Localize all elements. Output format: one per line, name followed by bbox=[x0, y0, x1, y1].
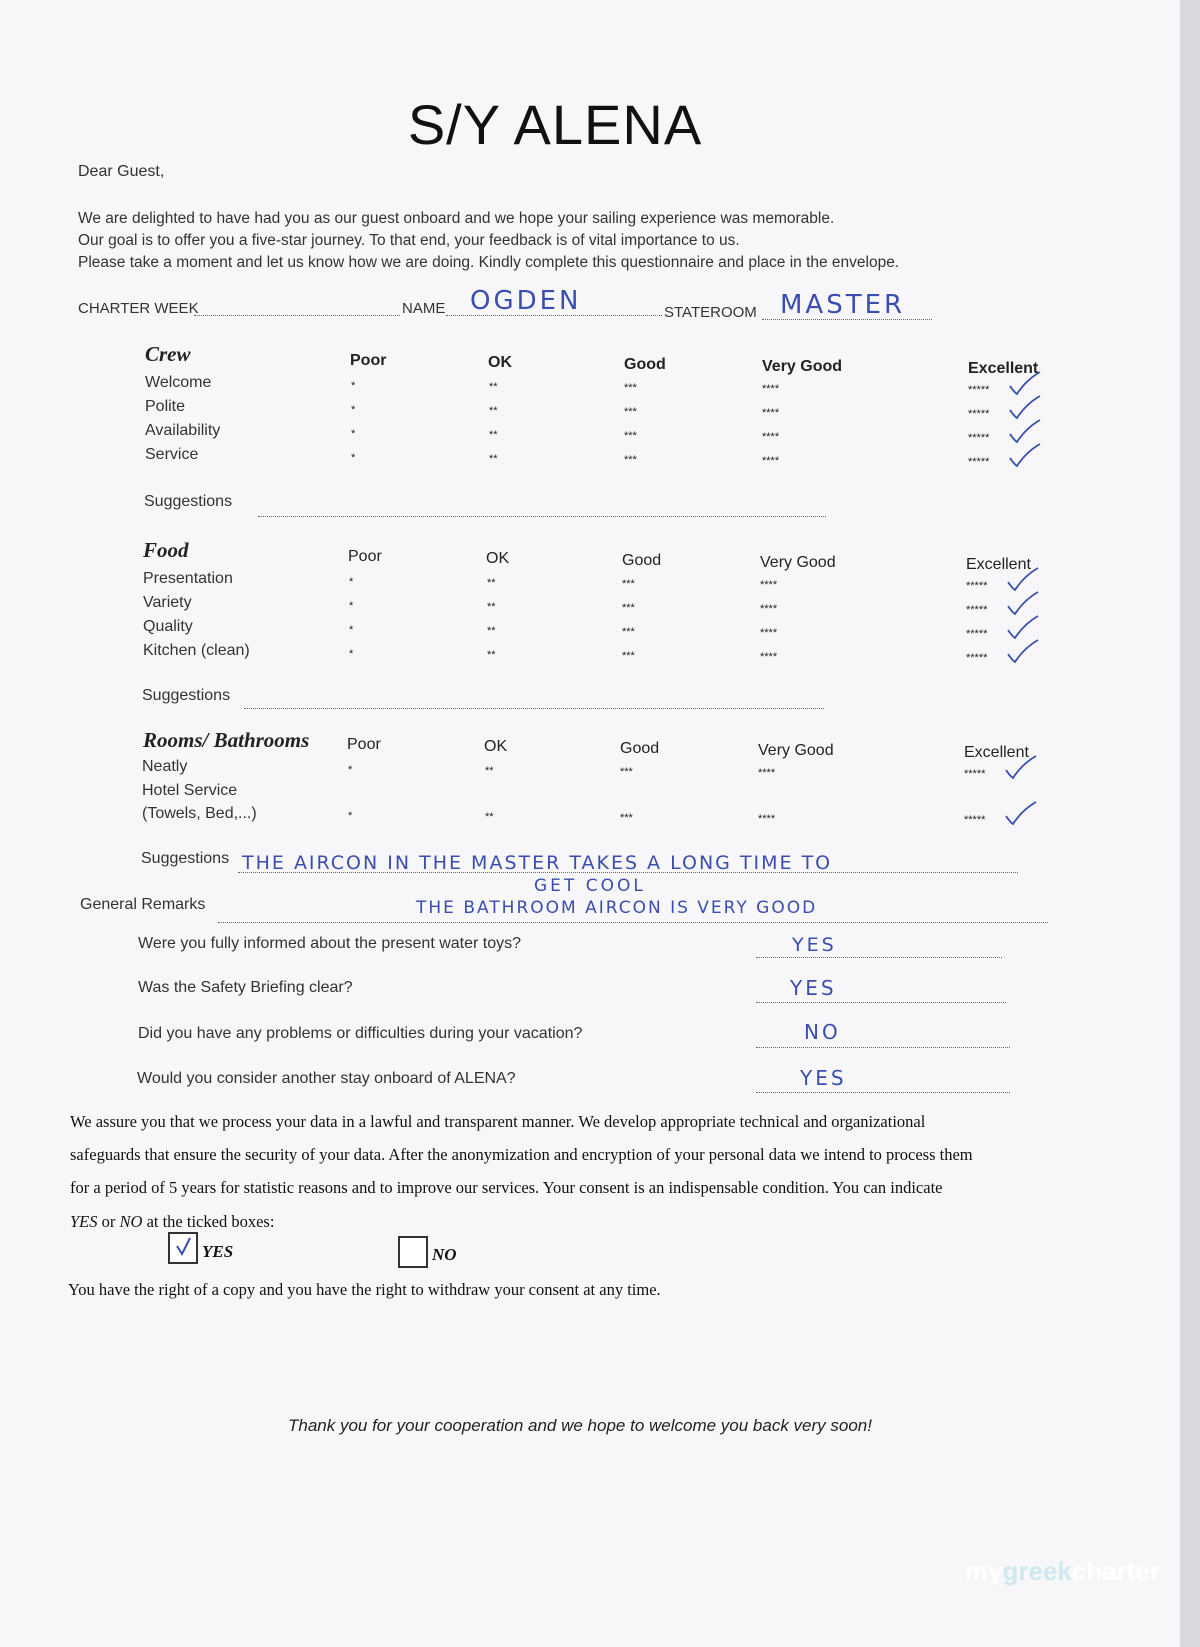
consent-no-checkbox[interactable] bbox=[398, 1236, 428, 1268]
crew-row-polite: Polite bbox=[145, 398, 186, 415]
privacy-or-word: or bbox=[97, 1212, 120, 1231]
watermark-greek: greek bbox=[1002, 1556, 1072, 1586]
answer-line-another-stay[interactable] bbox=[756, 1092, 1010, 1093]
crew-rating-1-star[interactable]: * bbox=[351, 404, 356, 416]
privacy-rights: You have the right of a copy and you have the right to withdraw your consent at any time. bbox=[68, 1280, 661, 1299]
rooms-suggestion-value[interactable]: THE AIRCON IN THE MASTER TAKES A LONG TIME TO bbox=[242, 852, 833, 874]
check-icon bbox=[170, 1234, 196, 1262]
crew-rating-5-star[interactable]: ***** bbox=[968, 456, 990, 468]
question-safety-briefing: Was the Safety Briefing clear? bbox=[138, 979, 353, 996]
food-rating-1-star[interactable]: * bbox=[349, 624, 354, 636]
food-rating-3-star[interactable]: *** bbox=[622, 650, 635, 662]
crew-rating-1-star[interactable]: * bbox=[351, 380, 356, 392]
food-col-good: Good bbox=[622, 552, 662, 569]
intro-line-3: Please take a moment and let us know how we are doing. Kindly complete this questionnaire and place in the envelope. bbox=[78, 254, 900, 271]
food-excellent-check-icon bbox=[1006, 638, 1040, 666]
privacy-no-word: NO bbox=[119, 1212, 143, 1231]
rooms-rating-4-star[interactable]: **** bbox=[758, 767, 776, 779]
name-value[interactable]: OGDEN bbox=[470, 286, 582, 316]
rooms-col-poor: Poor bbox=[347, 736, 381, 753]
crew-rating-3-star[interactable]: *** bbox=[624, 454, 637, 466]
food-rating-5-star[interactable]: ***** bbox=[966, 604, 988, 616]
rooms-heading: Rooms/ Bathrooms bbox=[143, 728, 310, 752]
food-rating-4-star[interactable]: **** bbox=[760, 627, 778, 639]
food-rating-3-star[interactable]: *** bbox=[622, 602, 635, 614]
rooms-row-towels: (Towels, Bed,...) bbox=[142, 805, 257, 822]
food-col-ok: OK bbox=[486, 550, 510, 567]
crew-rating-3-star[interactable]: *** bbox=[624, 430, 637, 442]
crew-rating-4-star[interactable]: **** bbox=[762, 431, 780, 443]
food-row-variety: Variety bbox=[143, 594, 192, 611]
food-rating-1-star[interactable]: * bbox=[349, 576, 354, 588]
food-rating-3-star[interactable]: *** bbox=[622, 626, 635, 638]
food-rating-1-star[interactable]: * bbox=[349, 648, 354, 660]
food-col-poor: Poor bbox=[348, 548, 382, 565]
rooms-rating-4-star[interactable]: **** bbox=[758, 813, 776, 825]
crew-col-good: Good bbox=[624, 356, 666, 373]
food-rating-5-star[interactable]: ***** bbox=[966, 580, 988, 592]
crew-rating-5-star[interactable]: ***** bbox=[968, 408, 990, 420]
thank-you-note: Thank you for your cooperation and we hope to welcome you back very soon! bbox=[287, 1416, 872, 1435]
food-row-presentation: Presentation bbox=[143, 570, 233, 587]
answer-safety-briefing[interactable]: YES bbox=[790, 976, 837, 1000]
food-rating-2-star[interactable]: ** bbox=[487, 649, 496, 661]
stateroom-label: STATEROOM bbox=[664, 304, 757, 321]
rooms-rating-2-star[interactable]: ** bbox=[485, 765, 494, 777]
charter-week-label: CHARTER WEEK bbox=[78, 300, 199, 317]
crew-heading: Crew bbox=[145, 342, 191, 366]
crew-rating-2-star[interactable]: ** bbox=[489, 453, 498, 465]
crew-rating-2-star[interactable]: ** bbox=[489, 405, 498, 417]
crew-rating-2-star[interactable]: ** bbox=[489, 381, 498, 393]
document-title: S/Y ALENA bbox=[407, 93, 703, 156]
privacy-line-1: We assure you that we process your data in a lawful and transparent manner. We develop appropriate technical and organizational bbox=[70, 1112, 926, 1131]
question-water-toys: Were you fully informed about the present water toys? bbox=[138, 935, 522, 952]
consent-yes-checkbox[interactable] bbox=[168, 1232, 198, 1264]
rooms-rating-1-star[interactable]: * bbox=[348, 810, 353, 822]
rooms-rating-2-star[interactable]: ** bbox=[485, 811, 494, 823]
crew-row-availability: Availability bbox=[145, 422, 221, 439]
food-col-very-good: Very Good bbox=[760, 554, 836, 571]
crew-col-poor: Poor bbox=[350, 352, 387, 369]
consent-yes-label: YES bbox=[202, 1242, 234, 1261]
privacy-yes-word: YES bbox=[70, 1212, 98, 1231]
charter-week-line[interactable] bbox=[194, 315, 400, 316]
rooms-excellent-check-icon bbox=[1004, 800, 1038, 828]
food-col-excellent: Excellent bbox=[966, 556, 1031, 573]
watermark-my: my bbox=[964, 1556, 1003, 1586]
food-row-kitchen: Kitchen (clean) bbox=[143, 642, 250, 659]
question-problems: Did you have any problems or difficulties during your vacation? bbox=[138, 1025, 583, 1042]
rooms-rating-5-star[interactable]: ***** bbox=[964, 814, 986, 826]
food-rating-4-star[interactable]: **** bbox=[760, 651, 778, 663]
answer-another-stay[interactable]: YES bbox=[800, 1066, 847, 1090]
food-row-quality: Quality bbox=[143, 618, 193, 635]
rooms-row-hotel-service: Hotel Service bbox=[142, 782, 238, 799]
general-remarks-line[interactable] bbox=[218, 922, 1048, 923]
rooms-rating-3-star[interactable]: *** bbox=[620, 766, 633, 778]
food-rating-2-star[interactable]: ** bbox=[487, 625, 496, 637]
intro-line-1: We are delighted to have had you as our guest onboard and we hope your sailing experience was memorable. bbox=[78, 210, 835, 227]
rooms-col-excellent: Excellent bbox=[964, 744, 1029, 761]
crew-rating-5-star[interactable]: ***** bbox=[968, 384, 990, 396]
privacy-line-3: for a period of 5 years for statistic reasons and to improve our services. Your consent is an indispensable condition. You can indicate bbox=[70, 1178, 943, 1197]
privacy-line-2: safeguards that ensure the security of your data. After the anonymization and encryption of your personal data we intend to process them bbox=[70, 1145, 973, 1164]
food-heading: Food bbox=[143, 538, 189, 562]
watermark-logo bbox=[965, 1556, 1160, 1587]
name-label: NAME bbox=[402, 300, 446, 317]
food-rating-4-star[interactable]: **** bbox=[760, 579, 778, 591]
crew-rating-4-star[interactable]: **** bbox=[762, 407, 780, 419]
rooms-col-good: Good bbox=[620, 740, 660, 757]
answer-water-toys[interactable]: YES bbox=[792, 934, 837, 956]
food-rating-5-star[interactable]: ***** bbox=[966, 628, 988, 640]
answer-line-problems[interactable] bbox=[756, 1047, 1010, 1048]
crew-rating-4-star[interactable]: **** bbox=[762, 455, 780, 467]
crew-suggestions-line[interactable] bbox=[258, 516, 826, 517]
scanner-edge bbox=[1180, 0, 1200, 1647]
general-remarks-value[interactable]: THE BATHROOM AIRCON IS VERY GOOD bbox=[416, 898, 818, 918]
crew-col-excellent: Excellent bbox=[968, 360, 1039, 377]
food-rating-2-star[interactable]: ** bbox=[487, 577, 496, 589]
crew-rating-2-star[interactable]: ** bbox=[489, 429, 498, 441]
crew-rating-3-star[interactable]: *** bbox=[624, 406, 637, 418]
question-another-stay: Would you consider another stay onboard of ALENA? bbox=[137, 1070, 516, 1087]
food-rating-3-star[interactable]: *** bbox=[622, 578, 635, 590]
crew-suggestions-label: Suggestions bbox=[144, 493, 233, 510]
greeting: Dear Guest, bbox=[78, 163, 165, 180]
food-rating-4-star[interactable]: **** bbox=[760, 603, 778, 615]
stateroom-value[interactable]: MASTER bbox=[780, 290, 906, 320]
crew-rating-4-star[interactable]: **** bbox=[762, 383, 780, 395]
rooms-suggestions-label: Suggestions bbox=[141, 850, 230, 867]
crew-row-service: Service bbox=[145, 446, 199, 463]
food-rating-5-star[interactable]: ***** bbox=[966, 652, 988, 664]
crew-rating-1-star[interactable]: * bbox=[351, 452, 356, 464]
general-remarks-label: General Remarks bbox=[80, 896, 206, 913]
rooms-rating-1-star[interactable]: * bbox=[348, 764, 353, 776]
crew-rating-1-star[interactable]: * bbox=[351, 428, 356, 440]
rooms-col-ok: OK bbox=[484, 738, 508, 755]
food-suggestions-label: Suggestions bbox=[142, 687, 231, 704]
crew-excellent-check-icon bbox=[1008, 442, 1042, 470]
intro-line-2: Our goal is to offer you a five-star journey. To that end, your feedback is of vital importance to us. bbox=[78, 232, 740, 249]
rooms-excellent-check-icon bbox=[1004, 754, 1038, 782]
rooms-rating-5-star[interactable]: ***** bbox=[964, 768, 986, 780]
crew-rating-5-star[interactable]: ***** bbox=[968, 432, 990, 444]
rooms-row-neatly: Neatly bbox=[142, 758, 188, 775]
answer-problems[interactable]: NO bbox=[804, 1020, 841, 1044]
food-suggestions-line[interactable] bbox=[244, 708, 824, 709]
food-rating-2-star[interactable]: ** bbox=[487, 601, 496, 613]
food-rating-1-star[interactable]: * bbox=[349, 600, 354, 612]
rooms-suggestion-value-2[interactable]: GET COOL bbox=[534, 876, 646, 896]
crew-col-very-good: Very Good bbox=[762, 358, 843, 375]
rooms-rating-3-star[interactable]: *** bbox=[620, 812, 633, 824]
watermark-charter: charter bbox=[1071, 1556, 1160, 1586]
crew-row-welcome: Welcome bbox=[145, 374, 212, 391]
crew-col-ok: OK bbox=[488, 354, 512, 371]
consent-no-label: NO bbox=[432, 1245, 457, 1264]
privacy-ticked-boxes-text: at the ticked boxes: bbox=[142, 1212, 275, 1231]
privacy-line-4 bbox=[70, 1212, 274, 1232]
rooms-col-very-good: Very Good bbox=[758, 742, 834, 759]
crew-rating-3-star[interactable]: *** bbox=[624, 382, 637, 394]
answer-line-safety-briefing[interactable] bbox=[756, 1002, 1006, 1003]
answer-line-water-toys[interactable] bbox=[756, 957, 1002, 958]
